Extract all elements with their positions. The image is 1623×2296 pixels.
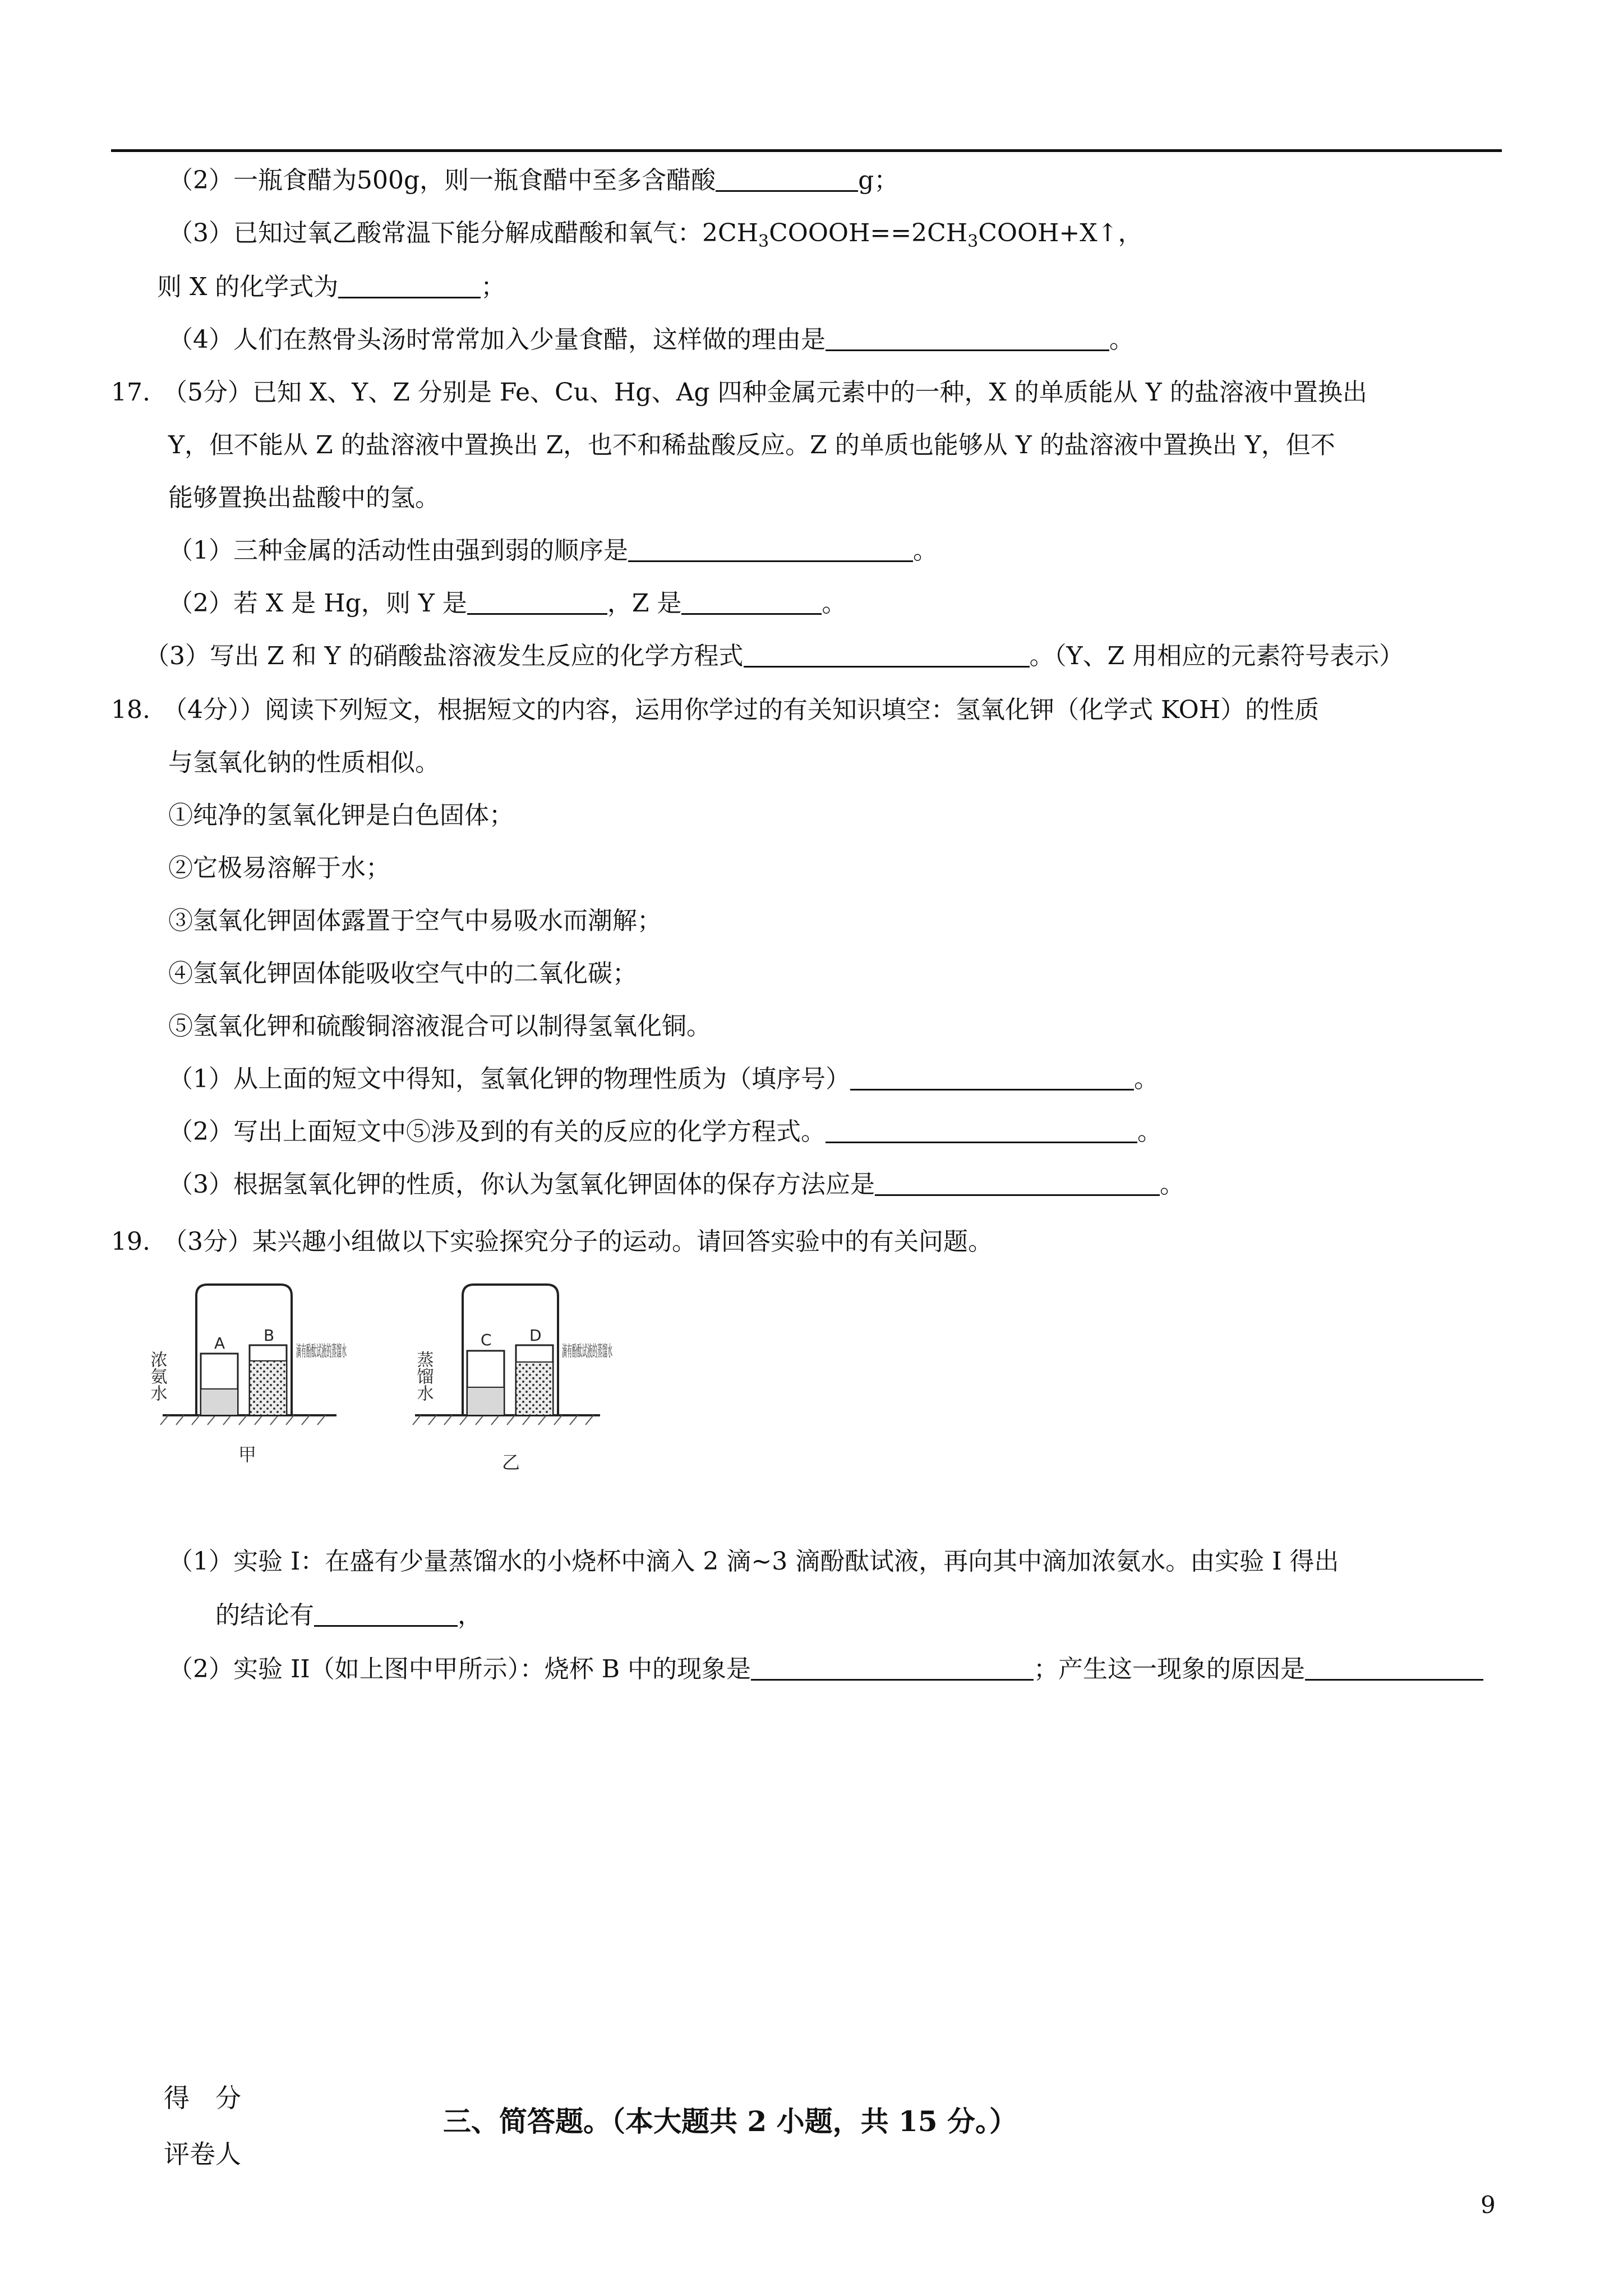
q16-part3-question (157, 270, 505, 304)
q19-part2-mid: ；产生这一现象的原因是 (1034, 1655, 1306, 1683)
q17-stem-line1: 17. （5分）已知 X、Y、Z 分别是 Fe、Cu、Hg、Ag 四种金属元素中的一种，X 的单质能从 Y 的盐溶液中置换出 (111, 378, 1367, 407)
q17-part1 (168, 534, 938, 568)
q16-part3-text: （3）已知过氧乙酸常温下能分解成醋酸和氧气：2CH (168, 219, 759, 247)
q19-part2-text: （2）实验 II（如上图中甲所示）：烧杯 B 中的现象是 (168, 1655, 751, 1683)
q17-part2-blank-z[interactable] (681, 588, 822, 615)
q18-part1 (168, 1062, 1159, 1096)
page-number: 9 (1481, 2191, 1496, 2219)
caption-jia: 甲 (238, 1444, 257, 1465)
q16-part3b-suffix: ； (481, 273, 506, 301)
q19-part2 (168, 1653, 1483, 1686)
beaker-b-label: B (264, 1326, 275, 1345)
q16-part4-text: （4）人们在熬骨头汤时常常加入少量食醋，这样做的理由是 (168, 325, 826, 354)
q17-part3-text: （3）写出 Z 和 Y 的硝酸盐溶液发生反应的化学方程式 (145, 642, 744, 670)
q18-part3 (168, 1168, 1184, 1202)
beaker-a-label: A (214, 1334, 225, 1352)
q18-stem-line2: 与氢氧化钠的性质相似。 (168, 748, 440, 777)
q19-part2-blank-reason[interactable] (1305, 1654, 1483, 1681)
q17-part2 (168, 587, 846, 620)
q17-part3-blank[interactable] (744, 641, 1030, 668)
beaker-c-label: C (481, 1331, 492, 1349)
q16-part3-formula-end: COOH+X↑， (978, 219, 1143, 247)
subscript: 3 (967, 231, 979, 251)
left-label: 浓氨水 (147, 1351, 167, 1401)
q17-part3 (145, 639, 1404, 673)
liquid-label-right: 滴有酚酞试液的蒸馏水 (562, 1342, 612, 1360)
q18-part2-blank[interactable] (826, 1117, 1137, 1143)
q17-part2-blank-y[interactable] (467, 588, 607, 615)
q19-part1b-blank[interactable] (314, 1600, 458, 1627)
q16-part4 (168, 323, 1134, 357)
subscript: 3 (758, 231, 769, 251)
q16-part4-suffix: 。 (1109, 325, 1134, 354)
q17-part1-suffix: 。 (913, 536, 938, 565)
q18-item-4: ④氢氧化钾固体能吸收空气中的二氧化碳； (168, 959, 637, 988)
q18-stem-line1: 18. （4分））阅读下列短文，根据短文的内容，运用你学过的有关知识填空：氢氧化钾（化学式 KOH）的性质 (111, 696, 1320, 724)
q19-part1-conclusion (215, 1599, 482, 1632)
apparatus-yi (413, 1285, 612, 1473)
q18-part1-blank[interactable] (850, 1064, 1134, 1091)
q19-part1: （1）实验 I：在盛有少量蒸馏水的小烧杯中滴入 2 滴~3 滴酚酞试液，再向其中滴加浓氨水。由实验 I 得出 (168, 1547, 1339, 1576)
q17-part2-mid: ，Z 是 (607, 589, 682, 618)
q16-part2-suffix: g； (858, 166, 899, 195)
q17-part1-text: （1）三种金属的活动性由强到弱的顺序是 (168, 536, 628, 565)
q17-part1-blank[interactable] (628, 536, 913, 562)
q18-part3-text: （3）根据氢氧化钾的性质，你认为氢氧化钾固体的保存方法应是 (168, 1170, 875, 1199)
q16-part2-text: （2）一瓶食醋为500g，则一瓶食醋中至多含醋酸 (168, 166, 716, 195)
q16-part3 (168, 217, 1143, 250)
q18-item-3: ③氢氧化钾固体露置于空气中易吸水而潮解； (168, 907, 662, 935)
q16-part4-blank[interactable] (826, 325, 1109, 351)
q16-part3-formula: COOOH==2CH (769, 219, 968, 247)
header-rule (111, 149, 1502, 152)
caption-yi: 乙 (502, 1452, 520, 1473)
apparatus-jia (147, 1285, 347, 1465)
q17-part3-suffix: 。（Y、Z 用相应的元素符号表示） (1029, 642, 1404, 670)
q18-item-5: ⑤氢氧化钾和硫酸铜溶液混合可以制得氢氧化铜。 (168, 1012, 711, 1041)
beaker-d-label: D (529, 1326, 542, 1345)
q18-part1-text: （1）从上面的短文中得知，氢氧化钾的物理性质为（填序号） (168, 1065, 850, 1093)
grader-label: 评卷人 (164, 2139, 241, 2169)
q18-item-1: ①纯净的氢氧化钾是白色固体； (168, 801, 514, 830)
q18-part2 (168, 1115, 1162, 1149)
q16-part3b-blank[interactable] (338, 272, 481, 298)
q17-stem-line2: Y，但不能从 Z 的盐溶液中置换出 Z，也不和稀盐酸反应。Z 的单质也能够从 Y 的盐溶液中置换出 Y，但不 (168, 431, 1335, 459)
q18-part2-suffix: 。 (1137, 1117, 1162, 1146)
score-label: 得 分 (164, 2083, 241, 2113)
q18-part2-text: （2）写出上面短文中⑤涉及到的有关的反应的化学方程式。 (168, 1117, 826, 1146)
q16-part3b-text: 则 X 的化学式为 (157, 273, 339, 301)
q17-part2-text: （2）若 X 是 Hg，则 Y 是 (168, 589, 467, 618)
q19-stem: 19. （3分）某兴趣小组做以下实验探究分子的运动。请回答实验中的有关问题。 (111, 1227, 993, 1256)
q18-part1-suffix: 。 (1134, 1065, 1159, 1093)
section-title: 三、简答题。（本大题共 2 小题，共 15 分。） (443, 2105, 1017, 2138)
q16-part2 (168, 164, 898, 197)
q16-part2-blank[interactable] (716, 165, 858, 192)
q19-part1b-text: 的结论有 (215, 1601, 314, 1630)
experiment-figure (147, 1272, 690, 1480)
q19-part1b-suffix: ， (458, 1601, 482, 1630)
q17-stem-line3: 能够置换出盐酸中的氢。 (168, 484, 440, 512)
q19-part2-blank-phenomenon[interactable] (751, 1654, 1034, 1681)
q18-item-2: ②它极易溶解于水； (168, 854, 390, 882)
q17-part2-suffix: 。 (822, 589, 847, 618)
q18-part3-blank[interactable] (875, 1170, 1160, 1196)
q18-part3-suffix: 。 (1160, 1170, 1184, 1199)
liquid-label-left: 滴有酚酞试液的蒸馏水 (296, 1342, 347, 1360)
right-label: 蒸馏水 (413, 1351, 434, 1401)
